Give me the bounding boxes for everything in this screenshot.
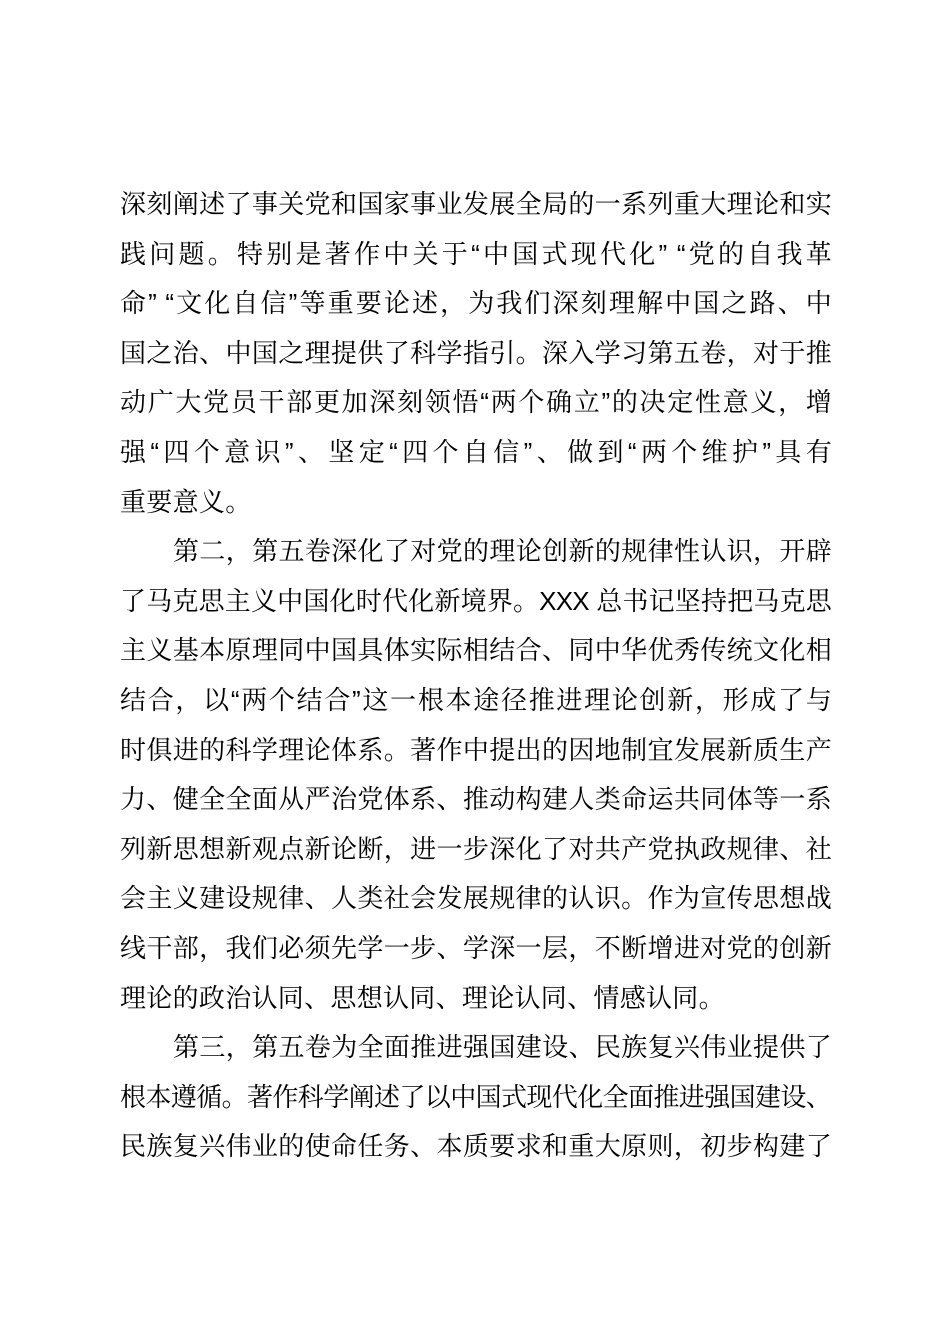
text-line: 主义基本原理同中国具体实际相结合、同中华优秀传统文化相 bbox=[120, 635, 831, 666]
text-line: 力、健全全面从严治党体系、推动构建人类命运共同体等一系 bbox=[120, 784, 831, 815]
text-line: 重要意义。 bbox=[120, 486, 252, 517]
text-line: 线干部，我们必须先学一步、学深一层，不断增进对党的创新 bbox=[120, 932, 831, 963]
text-line: 时俱进的科学理论体系。著作中提出的因地制宜发展新质生产 bbox=[120, 734, 831, 765]
text-line: 第二，第五卷深化了对党的理论创新的规律性认识，开辟 bbox=[173, 536, 831, 567]
text-line: 了马克思主义中国化时代化新境界。XXX 总书记坚持把马克思 bbox=[120, 585, 831, 616]
text-line: 深刻阐述了事关党和国家事业发展全局的一系列重大理论和实 bbox=[120, 189, 831, 219]
text-line: 理论的政治认同、思想认同、理论认同、情感认同。 bbox=[120, 982, 725, 1013]
text-line: 动广大党员干部更加深刻领悟“两个确立”的决定性意义，增 bbox=[120, 387, 831, 418]
text-line: 根本遵循。著作科学阐述了以中国式现代化全面推进强国建设、 bbox=[120, 1081, 831, 1112]
text-line: 民族复兴伟业的使命任务、本质要求和重大原则，初步构建了 bbox=[120, 1131, 831, 1162]
text-line: 强“四个意识”、坚定“四个自信”、做到“两个维护”具有 bbox=[120, 436, 831, 467]
paragraph-continuation bbox=[120, 180, 831, 527]
text-line: 命” “文化自信”等重要论述，为我们深刻理解中国之路、中 bbox=[120, 288, 831, 319]
text-line: 结合，以“两个结合”这一根本途径推进理论创新，形成了与 bbox=[120, 684, 831, 715]
text-line: 列新思想新观点新论断，进一步深化了对共产党执政规律、社 bbox=[120, 833, 831, 864]
text-line: 会主义建设规律、人类社会发展规律的认识。作为宣传思想战 bbox=[120, 883, 831, 914]
paragraph-third-point bbox=[120, 1023, 831, 1172]
text-line: 践问题。特别是著作中关于“中国式现代化” “党的自我革 bbox=[120, 238, 831, 269]
text-line: 国之治、中国之理提供了科学指引。深入学习第五卷，对于推 bbox=[120, 337, 831, 368]
document-body-text bbox=[120, 180, 831, 1172]
text-line: 第三，第五卷为全面推进强国建设、民族复兴伟业提供了 bbox=[173, 1032, 831, 1063]
paragraph-second-point bbox=[120, 527, 831, 1023]
